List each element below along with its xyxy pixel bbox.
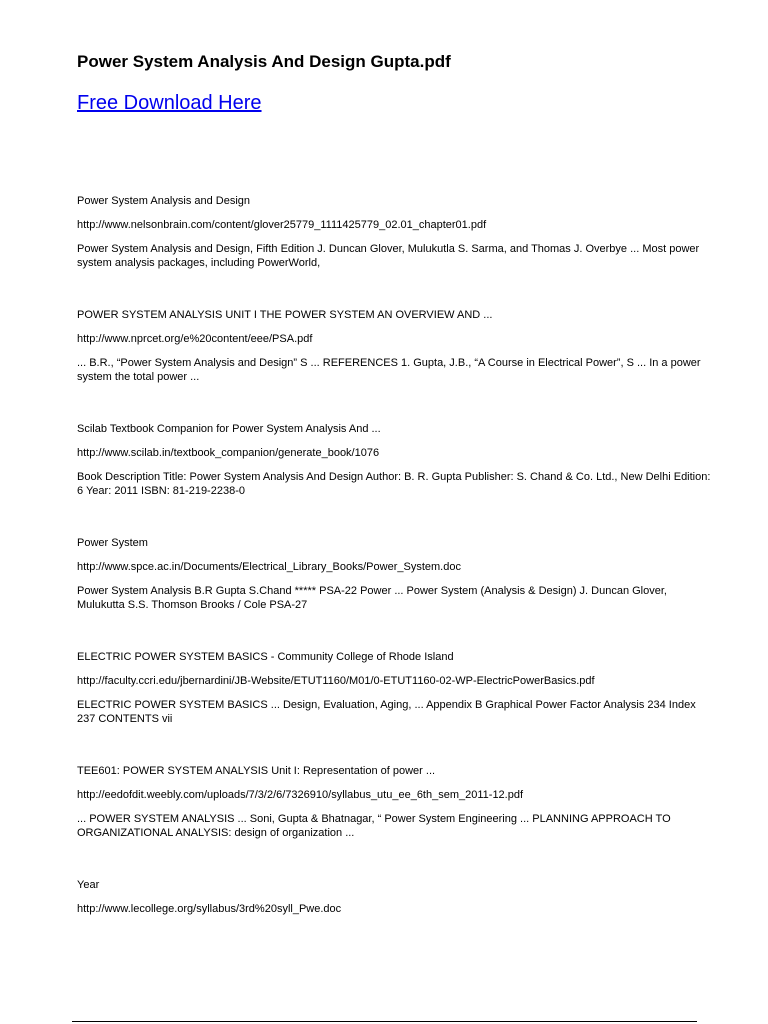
result-title: Year [77,879,100,891]
result-entry [77,422,717,498]
result-title: Power System [77,537,148,549]
result-description: Power System Analysis B.R Gupta S.Chand ***** PSA-22 Power ... Power System (Analysis & Design) J. Duncan Glover, Mulukutta S.S. Thomson Brooks / Cole PSA-27 [77,585,667,611]
result-description: ELECTRIC POWER SYSTEM BASICS ... Design, Evaluation, Aging, ... Appendix B Graphical Power Factor Analysis 234 Index 237 CONTENTS vii [77,699,696,725]
result-url[interactable]: http://www.spce.ac.in/Documents/Electrical_Library_Books/Power_System.doc [77,561,461,573]
result-entry [77,536,717,612]
footer-divider [72,1021,697,1022]
result-description: Book Description Title: Power System Analysis And Design Author: B. R. Gupta Publisher: S. Chand & Co. Ltd., New Delhi Edition: 6 Year: 2011 ISBN: 81-219-2238-0 [77,471,711,497]
document-title: Power System Analysis And Design Gupta.pdf [77,52,451,71]
result-url[interactable]: http://faculty.ccri.edu/jbernardini/JB-Website/ETUT1160/M01/0-ETUT1160-02-WP-ElectricPowerBasics.pdf [77,675,595,687]
result-url[interactable]: http://www.scilab.in/textbook_companion/generate_book/1076 [77,447,380,459]
result-title: Power System Analysis and Design [77,195,251,207]
result-url[interactable]: http://www.nprcet.org/e%20content/eee/PSA.pdf [77,333,313,345]
result-description: ... POWER SYSTEM ANALYSIS ... Soni, Gupta & Bhatnagar, “ Power System Engineering ... PLANNING APPROACH TO ORGANIZATIONAL ANALYSIS: design of organization ... [77,813,671,839]
free-download-link[interactable]: Free Download Here [77,92,262,114]
result-entry [77,194,717,270]
search-results-list [77,194,717,954]
result-entry [77,764,717,840]
result-entry [77,308,717,384]
result-entry [77,650,717,726]
result-title: Scilab Textbook Companion for Power System Analysis And ... [77,423,381,435]
result-title: ELECTRIC POWER SYSTEM BASICS - Community College of Rhode Island [77,651,454,663]
result-url[interactable]: http://www.lecollege.org/syllabus/3rd%20syll_Pwe.doc [77,903,342,915]
result-title: TEE601: POWER SYSTEM ANALYSIS Unit I: Representation of power ... [77,765,436,777]
result-description: ... B.R., “Power System Analysis and Design” S ... REFERENCES 1. Gupta, J.B., “A Course in Electrical Power”, S ... In a power system the total power ... [77,357,701,383]
result-description: Power System Analysis and Design, Fifth Edition J. Duncan Glover, Mulukutla S. Sarma, and Thomas J. Overbye ... Most power system analysis packages, including PowerWorld, [77,243,700,269]
result-url[interactable]: http://www.nelsonbrain.com/content/glover25779_1111425779_02.01_chapter01.pdf [77,219,487,231]
result-entry [77,878,717,916]
result-title: POWER SYSTEM ANALYSIS UNIT I THE POWER SYSTEM AN OVERVIEW AND ... [77,309,493,321]
result-url[interactable]: http://eedofdit.weebly.com/uploads/7/3/2/6/7326910/syllabus_utu_ee_6th_sem_2011-12.pdf [77,789,524,801]
